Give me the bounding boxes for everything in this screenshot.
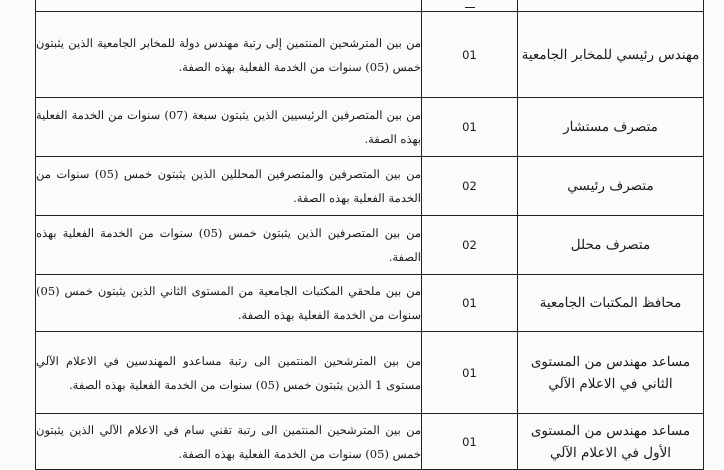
table-row — [36, 12, 704, 98]
count-cell: 01 — [422, 12, 518, 98]
table-row — [36, 275, 704, 332]
conditions-cell: من بين المتصرفين والمتصرفين المحللين الذين يثبتون خمس (05) سنوات من الخدمة الفعلية بهذه الصفة. — [36, 157, 422, 216]
rank-cell: متصرف محلل — [518, 216, 704, 275]
conditions-cell: من بين المترشحين المنتمين إلى رتبة مهندس دولة للمخابر الجامعية الذين يثبتون خمس (05) سنوات من الخدمة الفعلية بهذه الصفة. — [36, 12, 422, 98]
header-count-mark — [465, 0, 475, 8]
header-conditions-cell — [36, 0, 422, 12]
table-row — [36, 157, 704, 216]
conditions-cell: من بين المترشحين المنتمين الى رتبة تقني سام في الاعلام الآلي الذين يثبتون خمس (05) سنوات من الخدمة الفعلية بهذه الصفة. — [36, 414, 422, 470]
count-cell: 01 — [422, 275, 518, 332]
conditions-cell: من بين المتصرفين الذين يثبتون خمس (05) سنوات من الخدمة الفعلية بهذه الصفة. — [36, 216, 422, 275]
rank-cell: محافظ المكتبات الجامعية — [518, 275, 704, 332]
rank-cell: متصرف رئيسي — [518, 157, 704, 216]
rank-cell: مساعد مهندس من المستوى الأول في الاعلام الآلي — [518, 414, 704, 470]
header-rank-cell — [518, 0, 704, 12]
rank-cell: مساعد مهندس من المستوى الثاني في الاعلام الآلي — [518, 332, 704, 414]
conditions-cell: من بين ملحقي المكتبات الجامعية من المستوى الثاني الذين يثبتون خمس (05) سنوات من الخدمة الفعلية بهذه الصفة. — [36, 275, 422, 332]
count-cell: 01 — [422, 332, 518, 414]
conditions-cell: من بين المترشحين المنتمين الى رتبة مساعدو المهندسين في الاعلام الآلي مستوى 1 الذين يثبتون خمس (05) سنوات من الخدمة الفعلية بهذه الصفة. — [36, 332, 422, 414]
conditions-cell: من بين المتصرفين الرئيسيين الذين يثبتون سبعة (07) سنوات من الخدمة الفعلية بهذه الصفة. — [36, 98, 422, 157]
count-cell: 01 — [422, 98, 518, 157]
table-row — [36, 414, 704, 470]
count-cell: 01 — [422, 414, 518, 470]
table-header-row — [36, 0, 704, 12]
table-row — [36, 332, 704, 414]
header-count-cell — [422, 0, 518, 12]
table-row — [36, 98, 704, 157]
table-row — [36, 216, 704, 275]
rank-cell: متصرف مستشار — [518, 98, 704, 157]
rank-cell: مهندس رئيسي للمخابر الجامعية — [518, 12, 704, 98]
promotion-table — [35, 0, 704, 470]
count-cell: 02 — [422, 157, 518, 216]
count-cell: 02 — [422, 216, 518, 275]
